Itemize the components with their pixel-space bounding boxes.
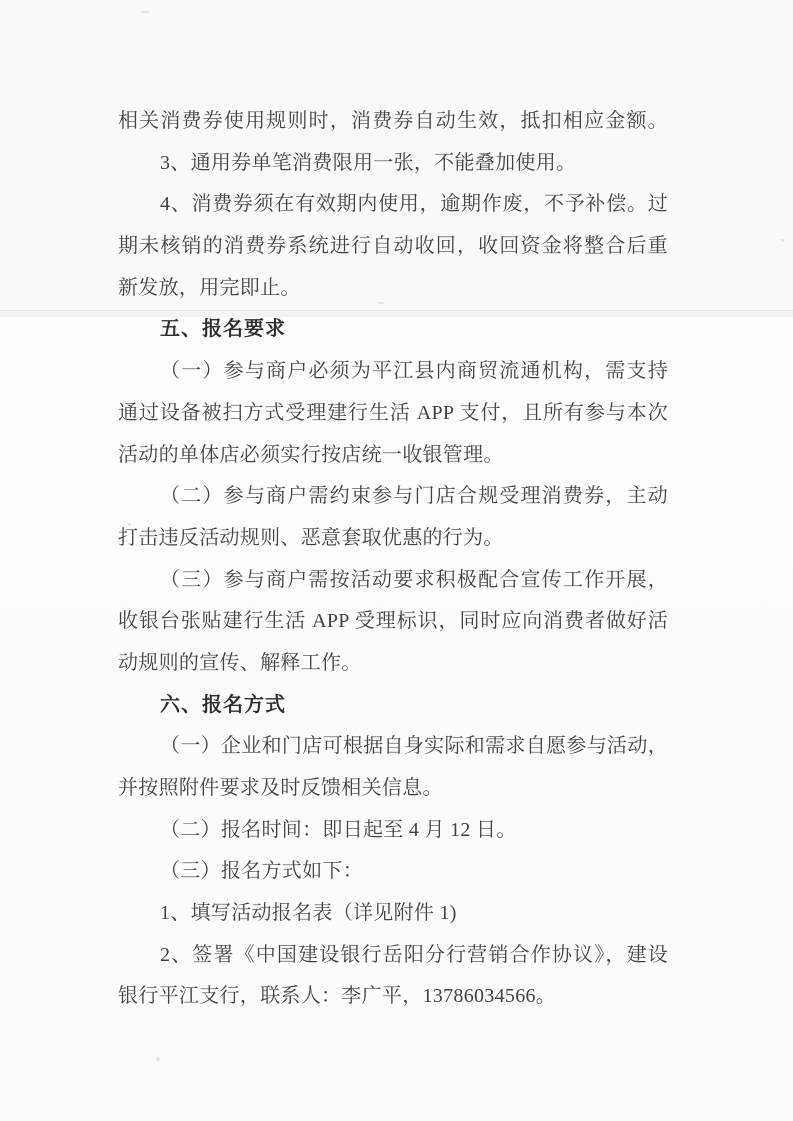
body-line: （三）报名方式如下： — [160, 860, 363, 883]
body-line: （三）参与商户需按活动要求积极配合宣传工作开展， — [160, 568, 668, 591]
body-line: （一）企业和门店可根据自身实际和需求自愿参与活动， — [160, 735, 668, 758]
body-line: 2、签署《中国建设银行岳阳分行营销合作协议》，建设 — [160, 943, 668, 966]
document-body — [118, 101, 668, 1018]
body-line: （二）参与商户需约束参与门店合规受理消费券，主动 — [160, 485, 668, 508]
body-line: 动规则的宣传、解释工作。 — [118, 651, 362, 674]
body-line: 打击违反活动规则、恶意套取优惠的行为。 — [118, 526, 504, 549]
section-heading-5: 五、报名要求 — [160, 318, 286, 341]
body-line: 活动的单体店必须实行按店统一收银管理。 — [118, 443, 504, 466]
body-line: 收银台张贴建行生活 APP 受理标识，同时应向消费者做好活 — [118, 610, 668, 633]
scan-speck — [781, 239, 784, 242]
body-line: 银行平江支行，联系人：李广平，13786034566。 — [118, 985, 557, 1008]
body-line: 通过设备被扫方式受理建行生活 APP 支付，且所有参与本次 — [118, 401, 668, 424]
body-line: （二）报名时间：即日起至 4 月 12 日。 — [160, 818, 517, 841]
scan-speck — [141, 11, 149, 13]
scan-speck — [155, 1056, 161, 1062]
body-line: 相关消费券使用规则时，消费券自动生效，抵扣相应金额。 — [118, 110, 668, 132]
body-line: 并按照附件要求及时反馈相关信息。 — [118, 777, 443, 799]
body-line: 3、通用券单笔消费限用一张，不能叠加使用。 — [160, 151, 577, 174]
body-line: 新发放，用完即止。 — [118, 276, 301, 299]
body-line: 期未核销的消费券系统进行自动收回，收回资金将整合后重 — [118, 235, 668, 258]
body-line: （一）参与商户必须为平江县内商贸流通机构，需支持 — [160, 360, 668, 383]
body-line: 1、填写活动报名表（详见附件 1) — [160, 902, 457, 925]
section-heading-6: 六、报名方式 — [160, 693, 286, 716]
body-line: 4、消费券须在有效期内使用，逾期作废，不予补偿。过 — [160, 193, 668, 216]
